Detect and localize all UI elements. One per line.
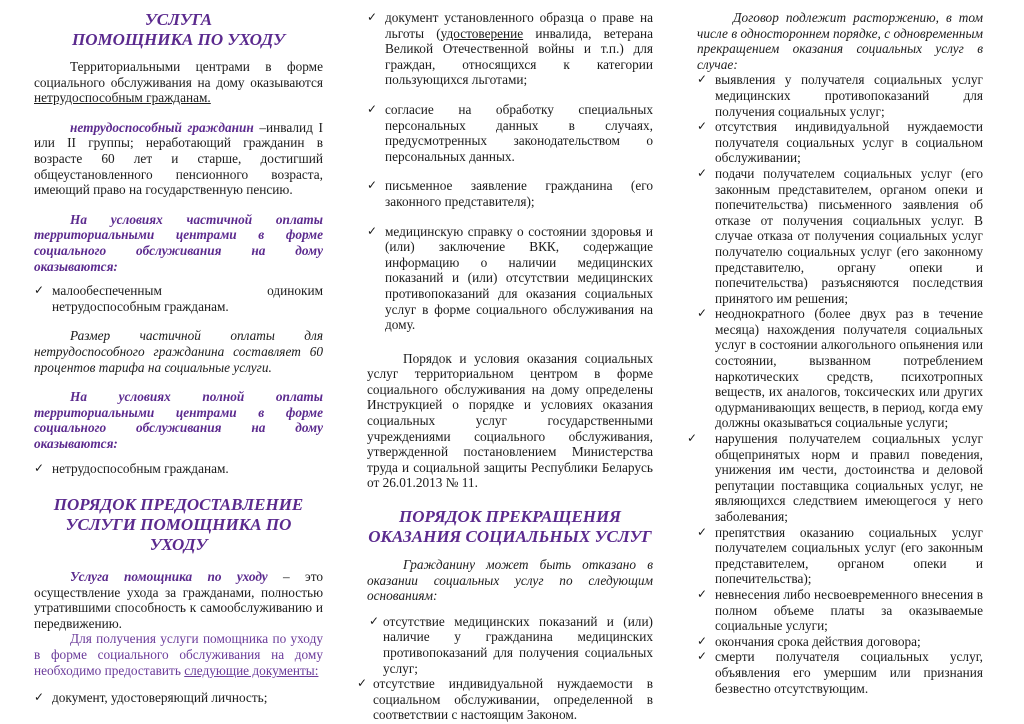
list-item	[697, 525, 983, 587]
refusal-list	[357, 613, 653, 723]
list-item-text: документ, удостоверяющий личность;	[52, 690, 268, 706]
list-item	[357, 676, 653, 723]
termination-list	[687, 72, 983, 696]
refusal-intro: Гражданину может быть отказано в оказании социальных услуг по следующим основаниям:	[367, 557, 653, 604]
service-text: – это осуществление ухода за гражданами, полностью утратившими способность к самообслуживанию и передвижению.	[34, 569, 323, 631]
check-icon: ✓	[697, 524, 708, 539]
list-item-text: невнесения либо несвоевременного внесения в полном объеме платы за оказываемые социальные услуги;	[715, 586, 983, 634]
list-item	[687, 431, 983, 525]
list-item	[697, 166, 983, 306]
intro-text: Территориальными центрами в форме социального обслуживания на дому оказываются	[34, 59, 323, 90]
section-title-line-1: ПОРЯДОК ПРЕДОСТАВЛЕНИЕ	[53, 495, 304, 515]
contract-intro: Договор подлежит расторжению, в том числе в одностороннем порядке, с одновременным прекращением оказания социальных услуг в случае:	[697, 10, 983, 72]
list-item	[367, 614, 653, 676]
list-item-text: отсутствия индивидуальной нуждаемости получателя социальных услуг в социальном обслуживании;	[715, 119, 983, 166]
list-item-text: медицинскую справку о состоянии здоровья и (или) заключение ВКК, содержащие информацию о наличии медицинских показаний и (или) отсутствии медицинских противопоказаний для оказания социальных услуг в форме социального обслуживания на дому.	[385, 223, 653, 333]
documents-list-start	[34, 690, 323, 706]
intro-underlined: нетрудоспособным гражданам.	[34, 90, 211, 106]
list-item	[367, 178, 653, 209]
list-item	[34, 461, 323, 477]
check-icon: ✓	[697, 586, 708, 601]
list-item-text: нарушения получателем социальных услуг общепринятых норм и правил поведения, унижения им чести, достоинства и деловой репутации поставщика социальных услуг, не являющихся следствием имеющегося у него заболевания;	[715, 431, 983, 524]
list-item	[367, 102, 653, 164]
list-item-text: неоднократного (более двух раз в течение месяца) нахождения получателя социальных услуг в состоянии алкогольного опьянения или состоянии, вызванном потреблением наркотических средств, психотропных веществ, их аналогов, токсических или других одурманивающих веществ, в период, когда ему должны оказываться социальные услуги;	[715, 306, 983, 431]
partial-payment-heading: На условиях частичной оплаты территориальными центрами в форме социального обслуживания на дому оказываются:	[34, 211, 323, 274]
list-item	[367, 10, 653, 88]
service-term: Услуга помощника по уходу	[70, 569, 268, 585]
check-icon: ✓	[697, 633, 708, 648]
column-1	[34, 0, 323, 706]
documents-intro	[34, 631, 323, 678]
list-item-text: подачи получателем социальных услуг (его законным представителем, органом опеки и попечительства) письменного заявления об отказе от получения социальных услуг. В случае отказа от получения социальных услуг получателю социальных услуг (его законному представителю, органу опеки и попечительства) разъясняются последствия принятого им решения;	[715, 165, 983, 306]
list-item-text: окончания срока действия договора;	[715, 633, 921, 649]
documents-list-continued	[367, 10, 653, 333]
check-icon: ✓	[34, 283, 45, 298]
check-icon: ✓	[34, 690, 45, 705]
section-title-termination	[367, 507, 653, 547]
list-item-text: малообеспеченным одиноким нетрудоспособным гражданам.	[52, 283, 323, 314]
list-item-text: нетрудоспособным гражданам.	[52, 461, 229, 477]
section-title-line-2: УСЛУГИ ПОМОЩНИКА ПО	[65, 515, 292, 535]
check-icon: ✓	[697, 649, 708, 664]
list-item-text: препятствия оказанию социальных услуг получателем социальных услуг (его законным представителем, органом опеки и попечительства);	[715, 524, 983, 587]
list-item	[34, 690, 323, 706]
column-3	[687, 0, 983, 696]
list-item-text: выявления у получателя социальных услуг медицинских противопоказаний для получения социальных услуг;	[715, 72, 983, 119]
full-payment-heading: На условиях полной оплаты территориальными центрами в форме социального обслуживания на дому оказываются:	[34, 389, 323, 451]
service-definition	[34, 569, 323, 631]
column-2	[357, 0, 653, 723]
check-icon: ✓	[34, 461, 45, 476]
definition-paragraph	[34, 120, 323, 198]
documents-intro-underlined: следующие документы:	[184, 662, 319, 678]
list-item	[697, 119, 983, 166]
list-item	[367, 224, 653, 333]
title-line-2: ПОМОЩНИКА ПО УХОДУ	[72, 30, 285, 49]
check-icon: ✓	[357, 676, 368, 691]
title	[34, 10, 323, 50]
documents-intro-text: Для получения услуги помощника по уходу в форме социального обслуживания на дому необходимо предоставить	[34, 631, 323, 678]
list-item	[697, 634, 983, 650]
check-icon: ✓	[367, 10, 378, 24]
title-line-1: УСЛУГА	[144, 10, 213, 29]
section-title-line-3: УХОДУ	[149, 535, 208, 555]
list-item	[697, 306, 983, 431]
definition-term: нетрудоспособный гражданин	[70, 119, 254, 135]
list-item-underlined: удостоверение	[440, 25, 524, 41]
check-icon: ✓	[697, 72, 708, 87]
partial-payment-list	[34, 283, 323, 314]
termination-title-line-1: ПОРЯДОК ПРЕКРАЩЕНИЯ	[399, 507, 621, 527]
check-icon: ✓	[367, 178, 378, 193]
check-icon: ✓	[697, 165, 708, 180]
partial-size-paragraph: Размер частичной оплаты для нетрудоспособного гражданина составляет 60 процентов тарифа на социальные услуги.	[34, 328, 323, 375]
termination-title-line-2: ОКАЗАНИЯ СОЦИАЛЬНЫХ УСЛУГ	[368, 527, 652, 547]
definition-text: –инвалид I или II группы; неработающий гражданин в возрасте 60 лет и старше, достигший общеустановленного пенсионного возраста, имеющий право на государственную пенсию.	[34, 119, 323, 198]
list-item	[697, 72, 983, 119]
list-item-text: смерти получателя социальных услуг, объявления его умершим или признания безвестно отсутствующим.	[715, 649, 983, 696]
list-item-text: отсутствие медицинских показаний и (или) наличие у гражданина медицинских противопоказаний для получения социальных услуг;	[383, 613, 653, 676]
procedure-paragraph: Порядок и условия оказания социальных услуг территориальном центром в форме социального обслуживания на дому определены Инструкцией о порядке и условиях оказания социальных услуг государственными учреждениями социального обслуживания, утвержденной постановлением Министерства труда и социальной защиты Республики Беларусь от 26.01.2013 № 11.	[367, 350, 653, 491]
check-icon: ✓	[697, 306, 708, 321]
check-icon: ✓	[367, 223, 378, 238]
list-item	[34, 283, 323, 314]
check-icon: ✓	[369, 613, 380, 628]
full-payment-list	[34, 461, 323, 477]
list-item	[697, 649, 983, 696]
list-item	[697, 587, 983, 634]
check-icon: ✓	[687, 431, 698, 446]
check-icon: ✓	[697, 119, 708, 134]
intro-paragraph	[34, 59, 323, 106]
list-item-text: согласие на обработку специальных персональных данных в случаях, предусмотренных законодательством о персональных данных.	[385, 101, 653, 164]
list-item-text: отсутствие индивидуальной нуждаемости в социальном обслуживании, определенной в соответствии с настоящим Законом.	[373, 676, 653, 723]
list-item-text-end: инвалида, ветерана Великой Отечественной войны и т.п.) для граждан, относящихся к категории пользующихся льготами;	[385, 25, 653, 88]
check-icon: ✓	[367, 101, 378, 116]
list-item-text: документ установленного образца о праве на льготы (	[385, 10, 653, 41]
section-title-provision	[34, 495, 323, 555]
list-item-text: письменное заявление гражданина (его законного представителя);	[385, 178, 653, 209]
